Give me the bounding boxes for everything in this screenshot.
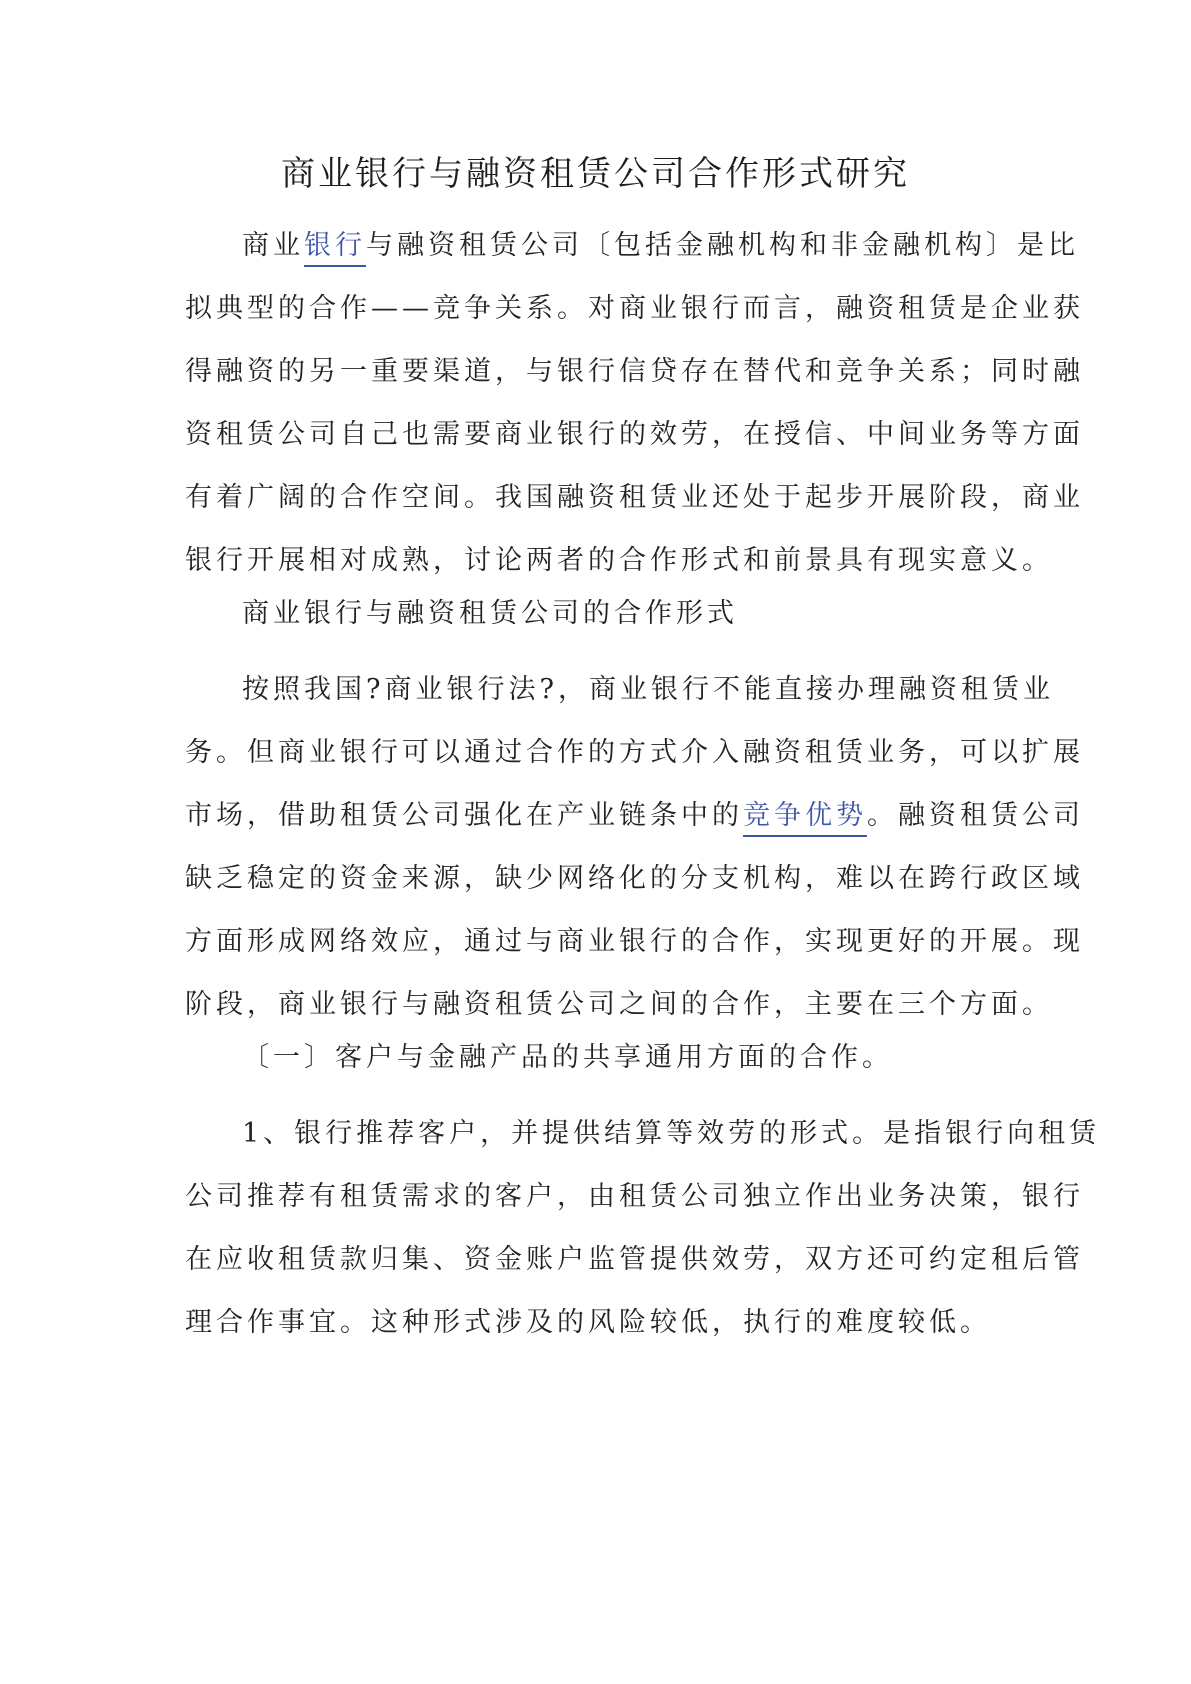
section-heading-2 bbox=[185, 1026, 1025, 1089]
text-run: 市场，借助租赁公司强化在产业链条中的 bbox=[185, 800, 743, 831]
text-line: 按照我国?商业银行法?，商业银行不能直接办理融资租赁业 bbox=[242, 674, 1054, 705]
text-line bbox=[185, 214, 1079, 277]
text-line: 有着广阔的合作空间。我国融资租赁业还处于起步开展阶段，商业 bbox=[185, 482, 1084, 513]
text-line: 得融资的另一重要渠道，与银行信贷存在替代和竞争关系；同时融 bbox=[185, 356, 1084, 387]
text-line: 理合作事宜。这种形式涉及的风险较低，执行的难度较低。 bbox=[185, 1307, 991, 1338]
bank-link[interactable]: 银行 bbox=[304, 230, 366, 267]
text-line: 银行开展相对成熟，讨论两者的合作形式和前景具有现实意义。 bbox=[185, 545, 1053, 576]
paragraph-customer-sharing bbox=[185, 1102, 1101, 1354]
paragraph-intro bbox=[185, 214, 1084, 592]
text-line: 在应收租赁款归集、资金账户监管提供效劳，双方还可约定租后管 bbox=[185, 1244, 1084, 1275]
section-heading-1 bbox=[185, 582, 1025, 645]
heading-text: 〔一〕客户与金融产品的共享通用方面的合作。 bbox=[242, 1042, 893, 1073]
text-line: 阶段，商业银行与融资租赁公司之间的合作，主要在三个方面。 bbox=[185, 989, 1053, 1020]
heading-text: 商业银行与融资租赁公司的合作形式 bbox=[242, 598, 738, 629]
text-line: 拟典型的合作——竞争关系。对商业银行而言，融资租赁是企业获 bbox=[185, 293, 1084, 324]
text-line: 1、银行推荐客户，并提供结算等效劳的形式。是指银行向租赁 bbox=[242, 1118, 1101, 1149]
competitive-advantage-link[interactable]: 竞争优势 bbox=[743, 800, 867, 837]
text-line: 公司推荐有租赁需求的客户，由租赁公司独立作出业务决策，银行 bbox=[185, 1181, 1084, 1212]
text-line bbox=[185, 784, 1084, 847]
text-line: 务。但商业银行可以通过合作的方式介入融资租赁业务，可以扩展 bbox=[185, 737, 1084, 768]
text-run: 商业 bbox=[242, 230, 304, 261]
text-line: 缺乏稳定的资金来源，缺少网络化的分支机构，难以在跨行政区域 bbox=[185, 863, 1084, 894]
text-run: 。融资租赁公司 bbox=[867, 800, 1084, 831]
document-title: 商业银行与融资租赁公司合作形式研究 bbox=[281, 154, 910, 194]
text-line: 资租赁公司自己也需要商业银行的效劳，在授信、中间业务等方面 bbox=[185, 419, 1084, 450]
text-line: 方面形成网络效应，通过与商业银行的合作，实现更好的开展。现 bbox=[185, 926, 1084, 957]
text-run: 与融资租赁公司〔包括金融机构和非金融机构〕是比 bbox=[366, 230, 1079, 261]
paragraph-cooperation bbox=[185, 658, 1084, 1036]
